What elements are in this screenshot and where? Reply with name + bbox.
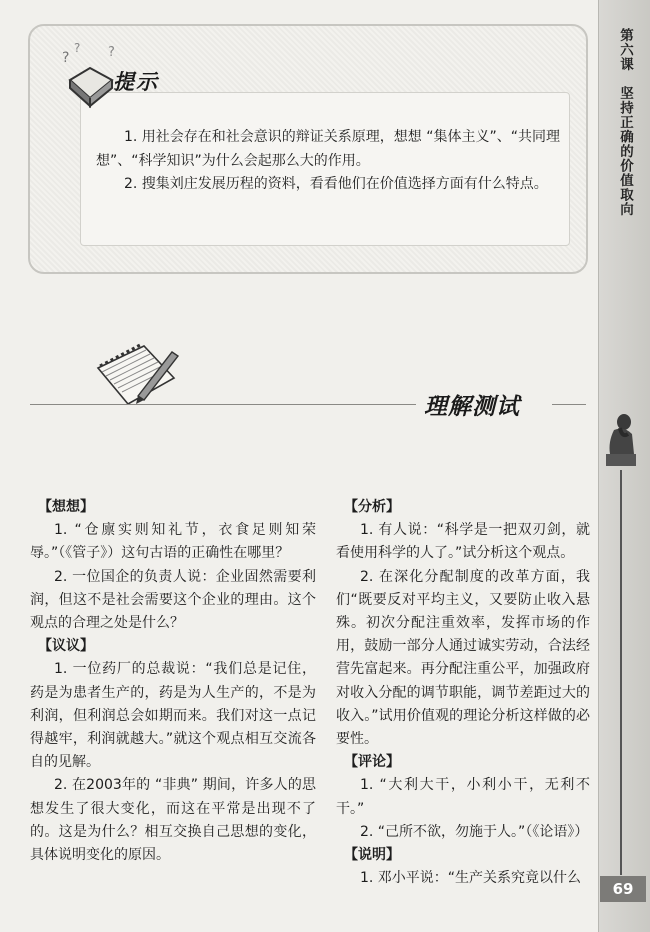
left-column [30,496,316,867]
analyze-item: 2. 在深化分配制度的改革方面，我们“既要反对平均主义，又要防止收入悬殊。初次分配注重效率，发挥市场的作用，鼓励一部分人通过诚实劳动，合法经营先富起来。再分配注重公平，加强政府对收入分配的调节职能，调节差距过大的收入。”试用价值观的理论分析这样做的必要性。 [336,568,590,748]
comment-item: 2. “己所不欲，勿施于人。”（《论语》） [360,823,589,840]
discuss-item: 1. 一位药厂的总裁说：“我们总是记住，药是为患者生产的，药是为人生产的，不是为利润，但利润总会如期而来。我们对这一点记得越牢，利润就越大。”就这个观点相互交流各自的见解。 [30,661,316,771]
discuss-item: 2. 在2003年的 “非典” 期间，许多人的思想发生了很大变化，而这在平常是出现不了的。这是为什么？相互交换自己思想的变化，具体说明变化的原因。 [30,777,316,864]
explain-heading: 【说明】 [344,847,400,864]
notebook-pencil-icon [92,338,182,414]
think-heading: 【想想】 [38,499,94,515]
svg-text:?: ? [74,41,81,55]
think-item: 2. 一位国企的负责人说：企业固然需要利润，但这不是社会需要这个企业的理由。这个观点的合理之处是什么？ [30,568,316,632]
side-divider [620,470,622,875]
thinker-statue-icon [598,408,642,468]
right-column [336,496,590,890]
svg-text:?: ? [108,45,115,60]
hint-item: 1. 用社会存在和社会意识的辩证关系原理，想想 “集体主义”、“共同理想”、“科学知识”为什么会起那么大的作用。 [96,129,561,169]
svg-text:?: ? [62,50,70,66]
think-item: 1. “仓廪实则知礼节，衣食足则知荣辱。”（《管子》）这句古语的正确性在哪里？ [30,522,316,562]
analyze-item: 1. 有人说：“科学是一把双刃剑，就看使用科学的人了。”试分析这个观点。 [336,522,590,562]
comment-item: 1. “大利大干，小利小干，无利不干。” [336,777,590,817]
page-number: 69 [600,876,646,902]
hint-title: 提示 [113,70,159,94]
hint-text [96,126,566,197]
comment-heading: 【评论】 [344,754,400,771]
book-question-icon [60,40,120,110]
hint-item: 2. 搜集刘庄发展历程的资料，看看他们在价值选择方面有什么特点。 [124,176,548,192]
lesson-title: 第六课 坚持正确的价值取向 [617,28,633,217]
analyze-heading: 【分析】 [344,499,400,515]
explain-item: 1. 邓小平说：“生产关系究竟以什么 [360,870,582,887]
section-title: 理解测试 [424,394,520,420]
discuss-heading: 【议议】 [38,638,94,655]
